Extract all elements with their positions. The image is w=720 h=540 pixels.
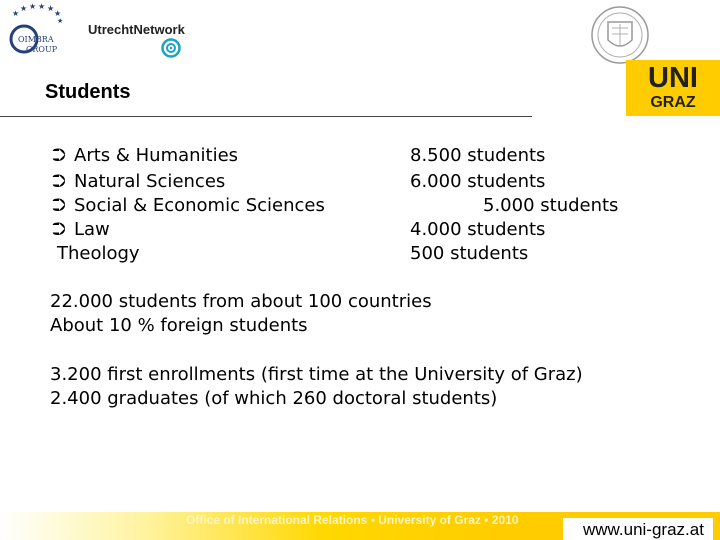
faculty-name: Law: [74, 219, 110, 240]
list-item-social-economic-sciences: [52, 194, 325, 218]
svg-text:GROUP: GROUP: [26, 45, 58, 54]
student-count: 6.000 students: [410, 171, 546, 192]
page-title: Students: [45, 81, 131, 103]
footer-url-link[interactable]: www.uni-graz.at: [583, 520, 704, 539]
star-ring-icon: [12, 2, 63, 25]
list-item-arts-humanities: [52, 144, 238, 168]
total-students-text: 22.000 students from about 100 countries: [50, 291, 432, 312]
svg-text:★: ★: [29, 2, 37, 11]
coimbra-group-logo: [4, 2, 68, 60]
arrow-bullet-icon: ⮊: [52, 171, 66, 192]
utrecht-network-logo: [88, 22, 185, 37]
foreign-students-text: About 10 % foreign students: [50, 315, 308, 336]
uni-graz-logo: [626, 60, 720, 116]
svg-text:★: ★: [54, 9, 62, 18]
svg-text:★: ★: [38, 2, 46, 11]
student-count: 8.500 students: [410, 145, 546, 166]
svg-text:★: ★: [47, 4, 55, 13]
uni-graz-logo-line2: GRAZ: [650, 94, 696, 111]
list-item-law: [52, 218, 110, 242]
svg-text:★: ★: [12, 9, 20, 18]
arrow-bullet-icon: ⮊: [52, 145, 66, 166]
title-divider: [0, 116, 532, 117]
arrow-bullet-icon: ⮊: [52, 195, 66, 216]
faculty-name: Arts & Humanities: [74, 145, 239, 166]
utrecht-network-bold: Utrecht: [88, 22, 134, 37]
student-count: 5.000 students: [483, 195, 619, 216]
first-enrollments-text: 3.200 first enrollments (first time at the University of Graz): [50, 364, 583, 385]
list-item-theology: [57, 242, 140, 266]
svg-text:★: ★: [57, 17, 64, 25]
uni-graz-logo-line1: UNI: [648, 62, 698, 94]
footer-text: Office of International Relations • University of Graz • 2010: [186, 513, 519, 527]
faculty-name: Natural Sciences: [74, 171, 226, 192]
graduates-text: 2.400 graduates (of which 260 doctoral students): [50, 388, 498, 409]
university-seal-icon: [590, 4, 650, 66]
svg-text:OIMBRA: OIMBRA: [18, 35, 54, 44]
student-count: 500 students: [410, 243, 529, 264]
faculty-name: Social & Economic Sciences: [74, 195, 325, 216]
arrow-bullet-icon: ⮊: [52, 219, 66, 240]
svg-text:★: ★: [20, 4, 28, 13]
student-count: 4.000 students: [410, 219, 546, 240]
faculty-name: Theology: [57, 243, 140, 264]
target-icon: [161, 38, 181, 58]
list-item-natural-sciences: [52, 170, 225, 194]
footer-url-box: [563, 518, 713, 540]
utrecht-network-rest: Network: [133, 22, 185, 37]
